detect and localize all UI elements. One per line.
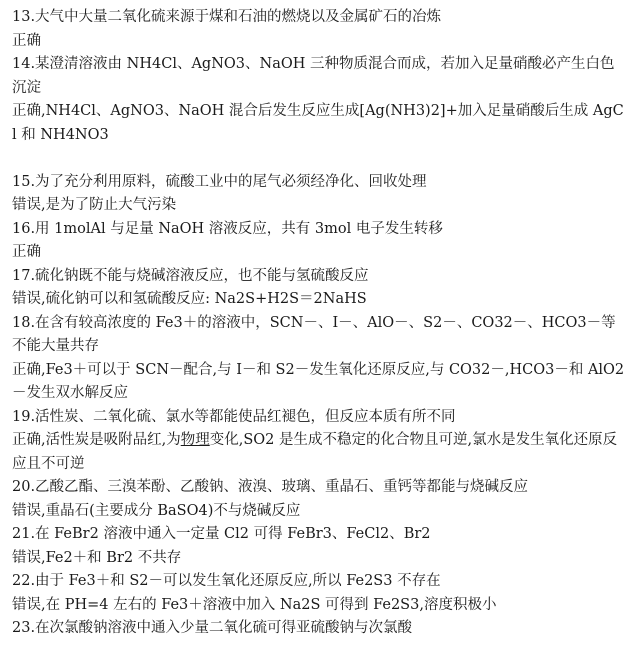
question-16: 16.用 1molAl 与足量 NaOH 溶液反应，共有 3mol 电子发生转移 bbox=[12, 220, 443, 237]
question-15: 15.为了充分利用原料，硫酸工业中的尾气必须经净化、回收处理 bbox=[12, 173, 427, 190]
answer-22: 错误,在 PH=4 左右的 Fe3＋溶液中加入 Na2S 可得到 Fe2S3,溶度积极小 bbox=[12, 596, 497, 613]
question-19: 19.活性炭、二氧化硫、氯水等都能使品红褪色，但反应本质有所不同 bbox=[12, 408, 456, 425]
answer-19-underlined-term: 物理 bbox=[180, 432, 210, 448]
question-23: 23.在次氯酸钠溶液中通入少量二氧化硫可得亚硫酸钠与次氯酸 bbox=[12, 620, 413, 636]
answer-15: 错误,是为了防止大气污染 bbox=[12, 197, 177, 213]
question-21: 21.在 FeBr2 溶液中通入一定量 Cl2 可得 FeBr3、FeCl2、Br2 bbox=[12, 526, 431, 542]
answer-19-prefix: 正确,活性炭是吸附品红,为 bbox=[12, 432, 181, 448]
answer-21: 错误,Fe2＋和 Br2 不共存 bbox=[12, 549, 182, 566]
blank-line bbox=[12, 147, 626, 171]
question-22: 22.由于 Fe3＋和 S2－可以发生氧化还原反应,所以 Fe2S3 不存在 bbox=[12, 573, 441, 589]
answer-13: 正确 bbox=[12, 32, 41, 49]
answer-18: 正确,Fe3＋可以于 SCN－配合,与 I－和 S2－发生氧化还原反应,与 CO32－,HCO3－和 AlO2－发生双水解反应 bbox=[12, 361, 625, 401]
question-17: 17.硫化钠既不能与烧碱溶液反应，也不能与氢硫酸反应 bbox=[12, 267, 369, 284]
answer-19-suffix: 变化,SO2 是生成不稳定的化合物且可逆,氯水是发生氧化还原反应且不可逆 bbox=[12, 432, 618, 472]
answer-17: 错误,硫化钠可以和氢硫酸反应: Na2S+H2S＝2NaHS bbox=[12, 291, 367, 307]
question-18: 18.在含有较高浓度的 Fe3＋的溶液中，SCN－、I－、AlO－、S2－、CO32－、HCO3－等不能大量共存 bbox=[12, 314, 616, 354]
answer-14: 正确,NH4Cl、AgNO3、NaOH 混合后发生反应生成[Ag(NH3)2]+加入足量硝酸后生成 AgCl 和 NH4NO3 bbox=[12, 103, 624, 143]
answer-16: 正确 bbox=[12, 244, 41, 260]
answer-20: 错误,重晶石(主要成分 BaSO4)不与烧碱反应 bbox=[12, 502, 301, 519]
document-body bbox=[12, 6, 626, 641]
question-14: 14.某澄清溶液由 NH4Cl、AgNO3、NaOH 三种物质混合而成，若加入足量硝酸必产生白色沉淀 bbox=[12, 56, 615, 96]
question-20: 20.乙酸乙酯、三溴苯酚、乙酸钠、液溴、玻璃、重晶石、重钙等都能与烧碱反应 bbox=[12, 479, 529, 495]
question-13: 13.大气中大量二氧化硫来源于煤和石油的燃烧以及金属矿石的冶炼 bbox=[12, 9, 442, 25]
answer-19 bbox=[12, 429, 626, 476]
